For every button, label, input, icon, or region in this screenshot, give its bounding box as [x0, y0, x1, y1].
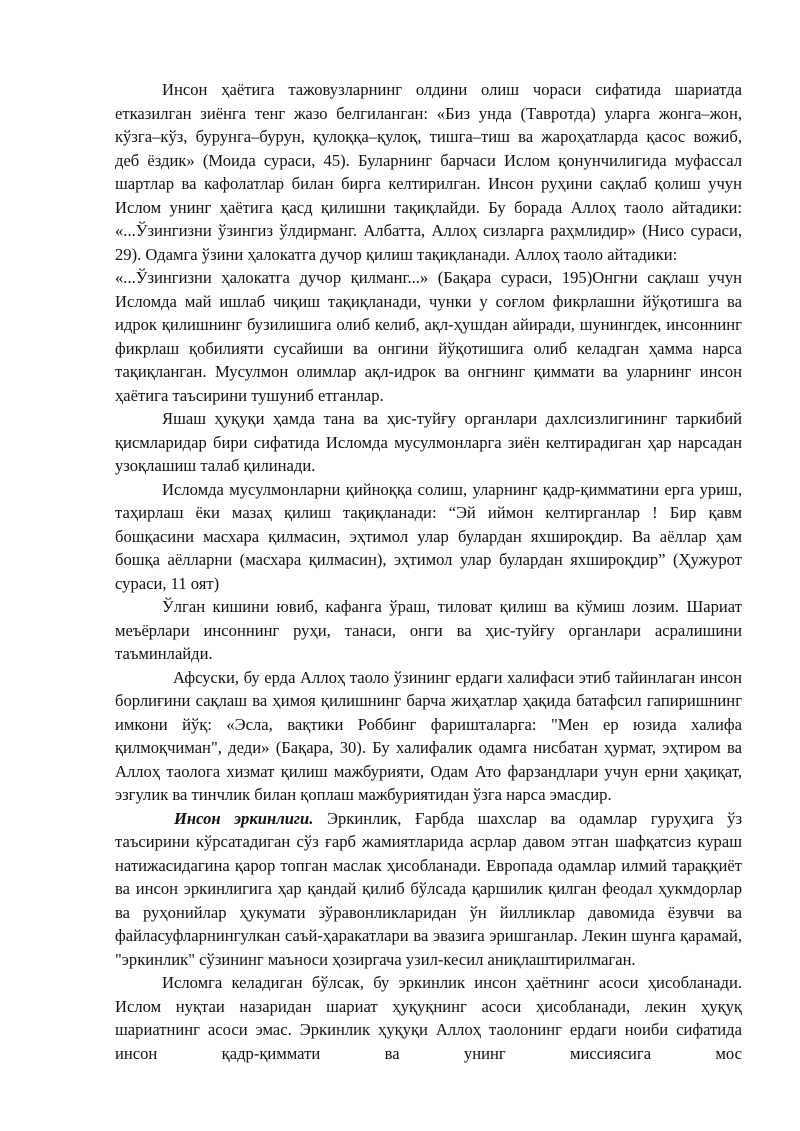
paragraph-retribution: Инсон ҳаётига тажовузларнинг олдини олиш чораси сифатида шариатда етказилган зиёнга тенг жазо белгиланган: «Биз унда (Тавротда) уларга жонга–жон, кўзга–кўз, бурунга–бурун, қулоққа–қулоқ, тишга–тиш ва жароҳатларда қасос вожиб, деб ёздик» (Моида сураси, 45). Буларнинг барчаси Ислом қонунчилигида муфассал шартлар ва кафолатлар билан бирга келтирилган. Инсон руҳини сақлаб қолиш учун Ислом унинг ҳаётига қасд қилишни тақиқлайди. Бу борада Аллоҳ таоло айтадики: «...Ўзингизни ўзингиз ўлдирманг. Албатта, Аллоҳ сизларга раҳмлидир» (Нисо сураси, 29). Одамга ўзини ҳалокатга дучор қилиш тақиқланади. Аллоҳ таоло айтадики:	[115, 80, 742, 264]
paragraph-freedom	[115, 807, 742, 972]
paragraph-burial: Ўлган кишини ювиб, кафанга ўраш, тиловат қилиш ва кўмиш лозим. Шариат меъёрлари инсоннинг руҳи, танаси, онги ва ҳис-туйғу органлари асралишини таъминлайди.	[115, 597, 742, 663]
section-heading-freedom: Инсон эркинлиги.	[174, 808, 314, 828]
paragraph-freedom-body: Эркинлик, Ғарбда шахслар ва одамлар гуруҳига ўз таъсирини кўрсатадиган сўз ғарб жамиятларида асрлар давом этган шафқатсиз кураш натижасидагина қарор топган маслак ҳисобланади. Европада одамлар илмий тараққиёт ва инсон эркинлигига ҳар қандай қилиб бўлсада қаршилик қилган феодал ҳукмдорлар ва руҳонийлар ҳукумати зўравонликларидан ўн йилликлар давомида ёзувчи ва файласуфларнингулкан саъй-ҳаракатлари ва эвазига эришганлар. Лекин шунга қарамай, "эркинлик" сўзининг маъноси ҳозиргача узил-кесил аниқлаштирилмаган.	[115, 808, 742, 969]
paragraph-right-to-life: Яшаш ҳуқуқи ҳамда тана ва ҳис-туйғу органлари дахлсизлигининг таркибий қисмларидар бири сифатида Исломда мусулмонларга зиён келтирадиган ҳар нарсадан узоқлашиш талаб қилинади.	[115, 409, 742, 475]
document-page	[115, 78, 742, 1065]
paragraph-dignity: Исломда мусулмонларни қийноққа солиш, уларнинг қадр-қимматини ерга уриш, таҳирлаш ёки мазаҳ қилиш тақиқланади: “Эй иймон келтирганлар ! Бир қавм бошқасини масхара қилмасин, эҳтимол улар булардан яхшироқдир. Ва аёллар ҳам бошқа аёлларни (масхара қилмасин), эҳтимол улар булардан яхшироқдир” (Ҳужурот сураси, 11 оят)	[115, 479, 742, 593]
paragraph-mind-protection: «...Ўзингизни ҳалокатга дучор қилманг...» (Бақара сураси, 195)Онгни сақлаш учун Исломда май ишлаб чиқиш тақиқланади, чунки у соғлом фикрлашни йўқотишга ва идрок қилишнинг бузилишига олиб келиб, ақл-ҳушдан айиради, шунингдек, инсоннинг фикрлаш қобилияти сусайиши ва онгини йўқотишига олиб келадган ҳамма нарса тақиқланган. Мусулмон олимлар ақл-идрок ва онгнинг қиммати ва уларнинг инсон ҳаётига таъсирини тушуниб етганлар.	[115, 268, 742, 405]
paragraph-islam-freedom: Исломга келадиган бўлсак, бу эркинлик инсон ҳаётнинг асоси ҳисобланади. Ислом нуқтаи назаридан шариат ҳуқуқнинг асоси ҳисобланади, лекин ҳуқуқ шариатнинг асоси эмас. Эркинлик ҳуқуқи Аллоҳ таолонинг ердаги ноиби сифатида инсон қадр-қиммати ва унинг миссиясига мос	[115, 973, 742, 1063]
paragraph-caliphate: Афсуски, бу ерда Аллоҳ таоло ўзининг ердаги халифаси этиб тайинлаган инсон борлиғини сақлаш ва ҳимоя қилишнинг барча жиҳатлар ҳақида батафсил гапиришнинг имкони йўқ: «Эсла, вақтики Роббинг фаришталарга: "Мен ер юзида халифа қилмоқчиман", деди» (Бақара, 30). Бу халифалик одамга нисбатан ҳурмат, эҳтиром ва Аллоҳ таолога хизмат қилиш мажбурияти, Одам Ато фарзандлари учун ерни ҳақиқат, эзгулик ва тинчлик билан қоплаш мажбуриятидан ўзга нарса эмасдир.	[115, 667, 742, 804]
